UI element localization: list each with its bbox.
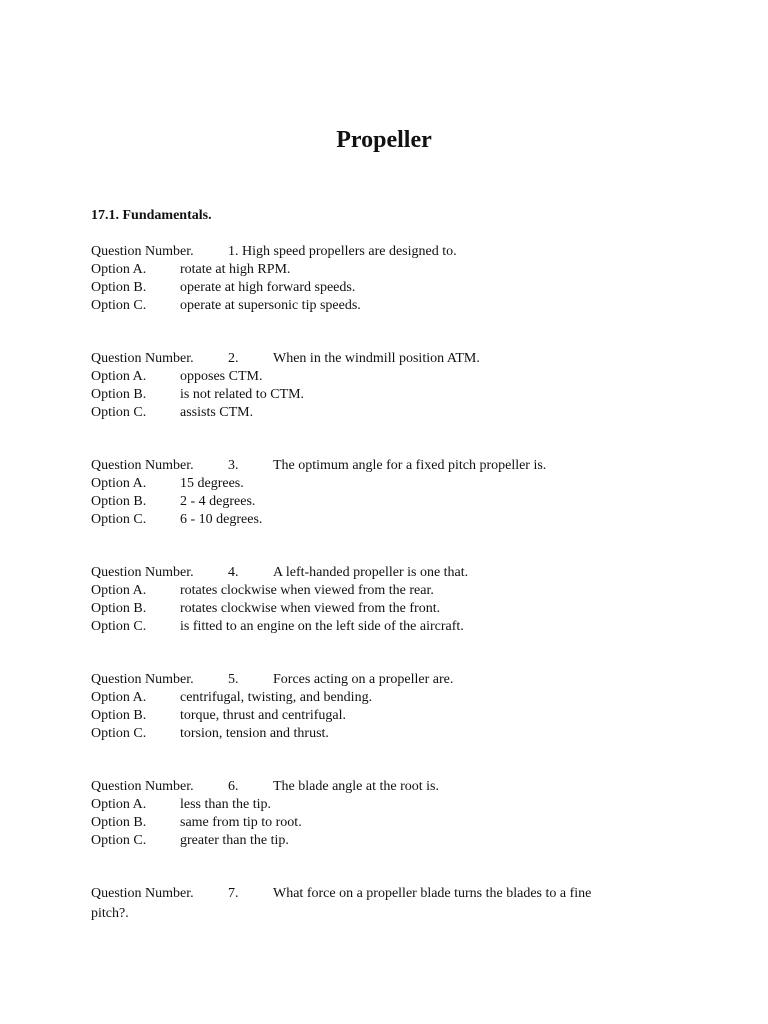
- page-title: Propeller: [336, 127, 432, 153]
- question-label: Question Number.: [91, 886, 194, 901]
- question-text: A left-handed propeller is one that.: [273, 565, 469, 580]
- option-text: centrifugal, twisting, and bending.: [180, 690, 373, 705]
- option-label: Option B.: [91, 280, 147, 295]
- question-5: [91, 671, 651, 743]
- option-label: Option B.: [91, 601, 147, 616]
- question-text: When in the windmill position ATM.: [273, 351, 480, 366]
- option-text: less than the tip.: [180, 797, 271, 812]
- option-label: Option C.: [91, 512, 147, 527]
- option-label: Option C.: [91, 619, 147, 634]
- question-number: 7.: [228, 886, 239, 901]
- option-label: Option A.: [91, 262, 147, 277]
- question-label: Question Number.: [91, 244, 194, 259]
- option-text: rotate at high RPM.: [180, 262, 291, 277]
- question-6-header: [91, 778, 651, 796]
- option-label: Option A.: [91, 369, 147, 384]
- option-text: is fitted to an engine on the left side of the aircraft.: [180, 619, 464, 634]
- question-3: [91, 457, 651, 529]
- option-a: [91, 475, 651, 493]
- option-a: [91, 261, 651, 279]
- question-5-header: [91, 671, 651, 689]
- option-c: [91, 511, 651, 529]
- option-label: Option A.: [91, 583, 147, 598]
- question-label: Question Number.: [91, 351, 194, 366]
- option-b: [91, 600, 651, 618]
- option-label: Option C.: [91, 833, 147, 848]
- option-label: Option C.: [91, 726, 147, 741]
- question-6: [91, 778, 651, 850]
- question-text: Forces acting on a propeller are.: [273, 672, 454, 687]
- option-text: rotates clockwise when viewed from the rear.: [180, 583, 434, 598]
- question-1-header: [91, 243, 651, 261]
- option-b: [91, 707, 651, 725]
- question-label: Question Number.: [91, 458, 194, 473]
- question-number: 5.: [228, 672, 239, 687]
- option-a: [91, 582, 651, 600]
- option-label: Option C.: [91, 405, 147, 420]
- option-label: Option A.: [91, 476, 147, 491]
- option-label: Option A.: [91, 690, 147, 705]
- option-text: opposes CTM.: [180, 369, 263, 384]
- option-label: Option A.: [91, 797, 147, 812]
- option-c: [91, 832, 651, 850]
- option-b: [91, 279, 651, 297]
- question-number: 3.: [228, 458, 239, 473]
- option-a: [91, 689, 651, 707]
- option-text: assists CTM.: [180, 405, 254, 420]
- option-c: [91, 725, 651, 743]
- option-b: [91, 814, 651, 832]
- option-a: [91, 796, 651, 814]
- question-number: 1.: [228, 244, 239, 259]
- question-2-header: [91, 350, 651, 368]
- option-text: rotates clockwise when viewed from the front.: [180, 601, 441, 616]
- question-1-number-and-text: [228, 243, 457, 261]
- question-number: 2.: [228, 351, 239, 366]
- question-3-header: [91, 457, 651, 475]
- option-c: [91, 404, 651, 422]
- question-2: [91, 350, 651, 422]
- option-text: same from tip to root.: [180, 815, 302, 830]
- option-label: Option C.: [91, 298, 147, 313]
- question-label: Question Number.: [91, 779, 194, 794]
- option-label: Option B.: [91, 494, 147, 509]
- question-4: [91, 564, 651, 636]
- option-text: torsion, tension and thrust.: [180, 726, 329, 741]
- question-7-header: [91, 885, 651, 903]
- option-a: [91, 368, 651, 386]
- option-b: [91, 386, 651, 404]
- option-text: greater than the tip.: [180, 833, 289, 848]
- option-text: 15 degrees.: [180, 476, 244, 491]
- question-7-text-continued: pitch?.: [91, 906, 129, 921]
- option-text: 6 - 10 degrees.: [180, 512, 263, 527]
- option-text: is not related to CTM.: [180, 387, 305, 402]
- option-text: 2 - 4 degrees.: [180, 494, 256, 509]
- question-text: High speed propellers are designed to.: [242, 244, 457, 259]
- question-text: The optimum angle for a fixed pitch propeller is.: [273, 458, 547, 473]
- question-number: 4.: [228, 565, 239, 580]
- question-label: Question Number.: [91, 565, 194, 580]
- option-label: Option B.: [91, 387, 147, 402]
- question-text: The blade angle at the root is.: [273, 779, 439, 794]
- question-text: What force on a propeller blade turns the blades to a fine: [273, 886, 592, 901]
- option-c: [91, 618, 651, 636]
- question-4-header: [91, 564, 651, 582]
- option-text: operate at high forward speeds.: [180, 280, 356, 295]
- question-label: Question Number.: [91, 672, 194, 687]
- option-b: [91, 493, 651, 511]
- option-text: operate at supersonic tip speeds.: [180, 298, 361, 313]
- option-label: Option B.: [91, 708, 147, 723]
- question-number: 6.: [228, 779, 239, 794]
- section-heading: 17.1. Fundamentals.: [91, 208, 212, 223]
- option-label: Option B.: [91, 815, 147, 830]
- option-c: [91, 297, 651, 315]
- question-7: [91, 885, 651, 925]
- question-1: [91, 243, 651, 315]
- option-text: torque, thrust and centrifugal.: [180, 708, 347, 723]
